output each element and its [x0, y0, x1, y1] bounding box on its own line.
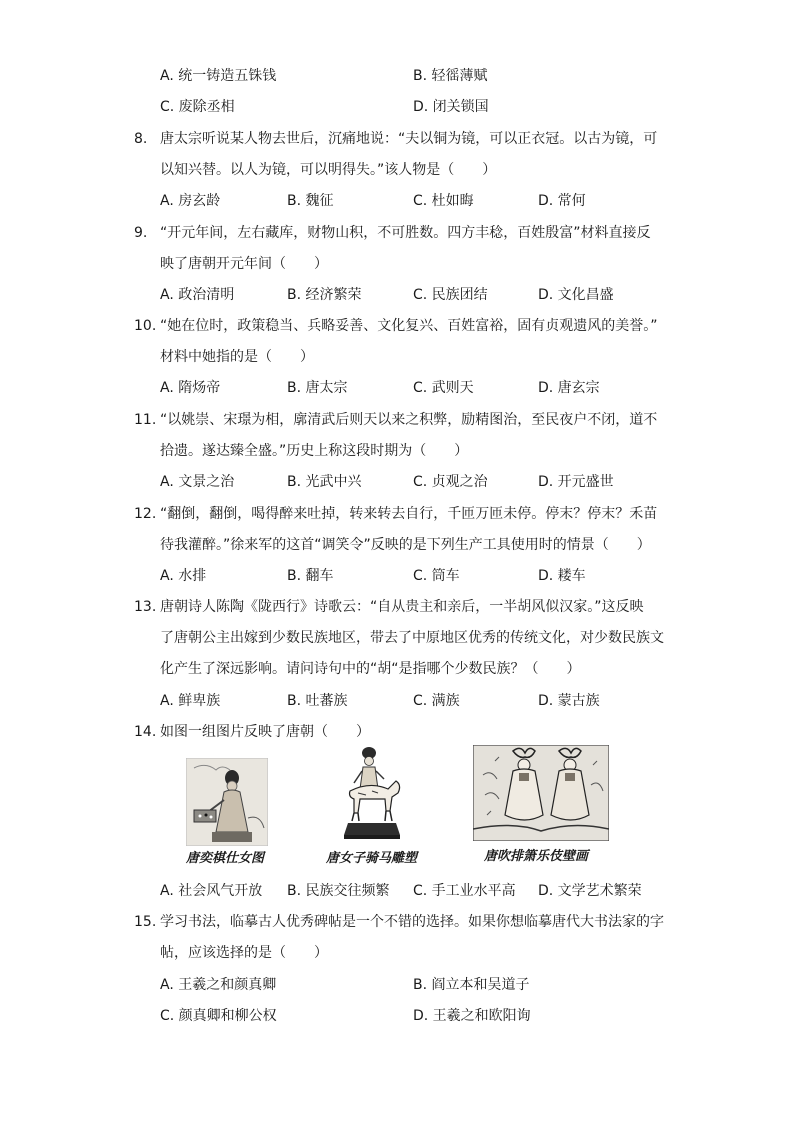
q14-option-d: D. 文学艺术繁荣 [538, 883, 642, 899]
caption-paixiao-mural: 唐吹排箫乐伎壁画 [484, 849, 589, 864]
q7-option-a: A. 统一铸造五铢钱 [160, 68, 277, 84]
caption-weiqi-lady: 唐奕棋仕女图 [186, 851, 265, 866]
q9-option-b: B. 经济繁荣 [287, 287, 362, 303]
q14-option-b: B. 民族交往频繁 [287, 883, 390, 899]
q15-option-b: B. 阎立本和吴道子 [413, 977, 530, 993]
q9-option-a: A. 政治清明 [160, 287, 235, 303]
q8-option-a: A. 房玄龄 [160, 193, 221, 209]
q12-option-a: A. 水排 [160, 568, 207, 584]
q7-option-d: D. 闭关锁国 [413, 99, 489, 115]
q12-stem-line-2: 待我灌醉。”徐来军的这首“调笑令”反映的是下列生产工具使用时的情景（ ） [160, 537, 651, 553]
q15-number: 15. [134, 914, 157, 930]
caption-female-rider: 唐女子骑马雕塑 [326, 851, 418, 866]
q12-option-c: C. 筒车 [413, 568, 460, 584]
q10-stem-line-1: “她在位时，政策稳当、兵略妥善、文化复兴、百姓富裕，固有贞观遗风的美誉。” [160, 318, 658, 334]
q8-option-b: B. 魏征 [287, 193, 334, 209]
q15-option-d: D. 王羲之和欧阳询 [413, 1008, 531, 1024]
q8-number: 8. [134, 131, 148, 147]
q11-option-d: D. 开元盛世 [538, 474, 614, 490]
q11-option-b: B. 光武中兴 [287, 474, 362, 490]
q7-option-b: B. 轻徭薄赋 [413, 68, 488, 84]
q10-option-c: C. 武则天 [413, 380, 474, 396]
q8-option-c: C. 杜如晦 [413, 193, 474, 209]
q13-stem-line-3: 化产生了深远影响。请问诗句中的“胡“是指哪个少数民族？（ ） [160, 661, 581, 677]
q15-option-c: C. 颜真卿和柳公权 [160, 1008, 277, 1024]
q10-option-d: D. 唐玄宗 [538, 380, 600, 396]
q10-number: 10. [134, 318, 157, 334]
weiqi-lady-painting-image [186, 758, 268, 846]
paixiao-musicians-mural-image [473, 745, 609, 841]
q15-option-a: A. 王羲之和颜真卿 [160, 977, 277, 993]
q11-stem-line-2: 拾遗。遂达臻全盛。”历史上称这段时期为（ ） [160, 443, 469, 459]
female-rider-statue-image [340, 745, 404, 845]
q15-stem-line-2: 帖，应该选择的是（ ） [160, 945, 328, 961]
q13-option-d: D. 蒙古族 [538, 693, 600, 709]
q9-number: 9. [134, 225, 148, 241]
q14-stem-line-1: 如图一组图片反映了唐朝（ ） [160, 724, 370, 740]
q13-option-b: B. 吐蕃族 [287, 693, 348, 709]
q7-option-c: C. 废除丞相 [160, 99, 235, 115]
q11-option-c: C. 贞观之治 [413, 474, 488, 490]
q12-option-d: D. 耧车 [538, 568, 586, 584]
q9-stem-line-2: 映了唐朝开元年间（ ） [160, 256, 328, 272]
q14-option-a: A. 社会风气开放 [160, 883, 263, 899]
q12-option-b: B. 翻车 [287, 568, 334, 584]
q10-stem-line-2: 材料中她指的是（ ） [160, 349, 314, 365]
q13-option-a: A. 鲜卑族 [160, 693, 221, 709]
q13-stem-line-1: 唐朝诗人陈陶《陇西行》诗歌云：“自从贵主和亲后，一半胡风似汉家。”这反映 [160, 599, 644, 615]
q13-stem-line-2: 了唐朝公主出嫁到少数民族地区，带去了中原地区优秀的传统文化，对少数民族文 [160, 630, 664, 646]
q9-option-d: D. 文化昌盛 [538, 287, 614, 303]
q14-option-c: C. 手工业水平高 [413, 883, 516, 899]
q12-number: 12. [134, 506, 157, 522]
q10-option-a: A. 隋炀帝 [160, 380, 221, 396]
q8-stem-line-2: 以知兴替。以人为镜，可以明得失。”该人物是（ ） [160, 162, 497, 178]
q13-number: 13. [134, 599, 157, 615]
q8-option-d: D. 常何 [538, 193, 586, 209]
q14-number: 14. [134, 724, 157, 740]
q15-stem-line-1: 学习书法，临摹古人优秀碑帖是一个不错的选择。如果你想临摹唐代大书法家的字 [160, 914, 664, 930]
q11-option-a: A. 文景之治 [160, 474, 235, 490]
q11-number: 11. [134, 412, 157, 428]
q9-option-c: C. 民族团结 [413, 287, 488, 303]
q12-stem-line-1: “翻倒，翻倒，喝得醉来吐掉，转来转去自行，千匝万匝未停。停末？停末？禾苗 [160, 506, 658, 522]
q8-stem-line-1: 唐太宗听说某人物去世后，沉痛地说：“夫以铜为镜，可以正衣冠。以古为镜，可 [160, 131, 658, 147]
q13-option-c: C. 满族 [413, 693, 460, 709]
q11-stem-line-1: “以姚崇、宋璟为相，廓清武后则天以来之积弊，励精图治，至民夜户不闭，道不 [160, 412, 658, 428]
q9-stem-line-1: “开元年间，左右藏库，财物山积，不可胜数。四方丰稔，百姓殷富”材料直接反 [160, 225, 651, 241]
q10-option-b: B. 唐太宗 [287, 380, 348, 396]
